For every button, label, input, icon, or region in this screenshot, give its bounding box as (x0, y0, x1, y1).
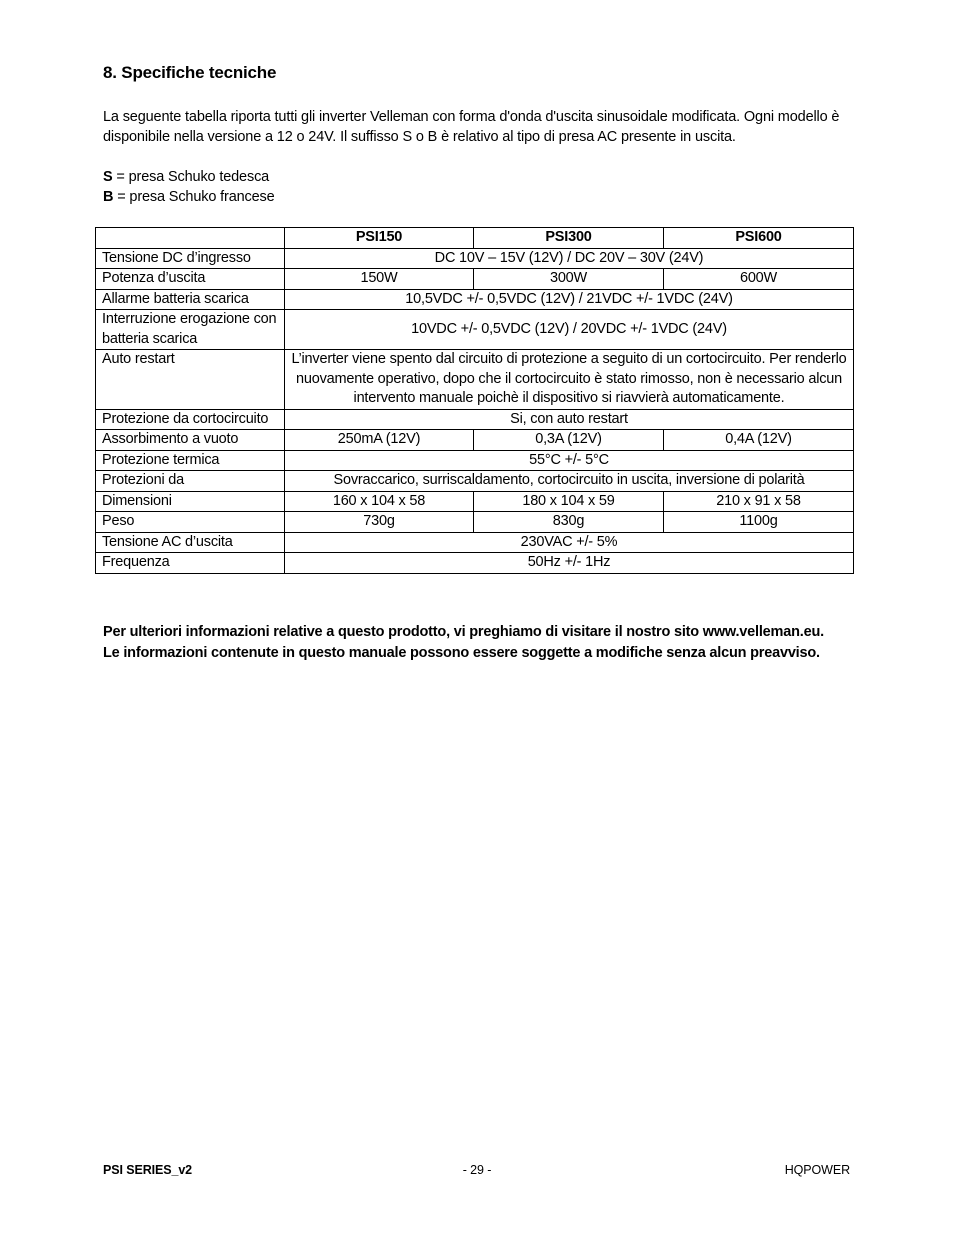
footer-brand: HQPOWER (784, 1163, 850, 1177)
intro-paragraph (103, 107, 863, 147)
legend-item-b (103, 187, 275, 207)
header-cell-psi150: PSI150 (285, 228, 474, 249)
row-label: Dimensioni (96, 491, 285, 512)
header-cell-empty (96, 228, 285, 249)
row-label: Auto restart (96, 350, 285, 410)
row-value: 55°C +/- 5°C (285, 450, 854, 471)
table-row (96, 553, 854, 574)
row-value: 230VAC +/- 5% (285, 532, 854, 553)
row-label: Protezione termica (96, 450, 285, 471)
legend-desc: = presa Schuko francese (113, 189, 275, 205)
row-value: DC 10V – 15V (12V) / DC 20V – 30V (24V) (285, 248, 854, 269)
row-label: Protezione da cortocircuito (96, 409, 285, 430)
row-value: L’inverter viene spento dal circuito di protezione a seguito di un cortocircuito. Per renderlo nuovamente operativo, dopo che il cortocircuito è stato rimosso, non è necessario alcun intervento manuale poichè il dispositivo si riavvierà automaticamente. (285, 350, 854, 410)
footer-document-name: PSI SERIES_v2 (103, 1163, 193, 1177)
table-header-row (96, 228, 854, 249)
table-row (96, 310, 854, 350)
row-value: 10,5VDC +/- 0,5VDC (12V) / 21VDC +/- 1VDC (24V) (285, 289, 854, 310)
row-label: Allarme batteria scarica (96, 289, 285, 310)
row-value: Sovraccarico, surriscaldamento, cortocircuito in uscita, inversione di polarità (285, 471, 854, 492)
table-row (96, 350, 854, 410)
row-value: 180 x 104 x 59 (474, 491, 664, 512)
row-value: 300W (474, 269, 664, 290)
info-note-website: Per ulteriori informazioni relative a questo prodotto, vi preghiamo di visitare il nostro sito www.velleman.eu. (103, 624, 824, 640)
table-row (96, 532, 854, 553)
row-label: Peso (96, 512, 285, 533)
header-cell-psi600: PSI600 (664, 228, 854, 249)
legend-item-s (103, 167, 275, 187)
table-row (96, 471, 854, 492)
row-value: 210 x 91 x 58 (664, 491, 854, 512)
footer-page-number: - 29 - (462, 1163, 492, 1177)
table-row (96, 289, 854, 310)
row-label: Tensione AC d’uscita (96, 532, 285, 553)
table-row (96, 269, 854, 290)
legend-key: S (103, 169, 113, 185)
row-label: Potenza d’uscita (96, 269, 285, 290)
table-row (96, 409, 854, 430)
row-value: 160 x 104 x 58 (285, 491, 474, 512)
table-row (96, 430, 854, 451)
section-title: 8. Specifiche tecniche (103, 63, 277, 82)
table-row (96, 491, 854, 512)
row-value: 600W (664, 269, 854, 290)
row-label: Interruzione erogazione con batteria scarica (96, 310, 285, 350)
row-label: Frequenza (96, 553, 285, 574)
row-value: 10VDC +/- 0,5VDC (12V) / 20VDC +/- 1VDC (24V) (285, 310, 854, 350)
info-note-disclaimer: Le informazioni contenute in questo manuale possono essere soggette a modifiche senza alcun preavviso. (103, 645, 820, 661)
table-row (96, 450, 854, 471)
intro-text: La seguente tabella riporta tutti gli inverter Velleman con forma d'onda d'uscita sinusoidale modificata. Ogni modello è disponibile nella versione a 12 o 24V. Il suffisso S o B è relativo al tipo di presa AC presente in uscita. (103, 109, 840, 145)
row-value: 830g (474, 512, 664, 533)
header-cell-psi300: PSI300 (474, 228, 664, 249)
row-value: 50Hz +/- 1Hz (285, 553, 854, 574)
legend-key: B (103, 189, 114, 205)
row-label: Assorbimento a vuoto (96, 430, 285, 451)
info-notes (103, 622, 883, 664)
row-value: 150W (285, 269, 474, 290)
row-value: 250mA (12V) (285, 430, 474, 451)
table-row (96, 512, 854, 533)
legend-desc: = presa Schuko tedesca (112, 169, 270, 185)
specs-table (95, 227, 854, 574)
table-row (96, 248, 854, 269)
row-value: 1100g (664, 512, 854, 533)
row-value: 0,4A (12V) (664, 430, 854, 451)
row-label: Tensione DC d’ingresso (96, 248, 285, 269)
row-value: 0,3A (12V) (474, 430, 664, 451)
row-value: Si, con auto restart (285, 409, 854, 430)
row-value: 730g (285, 512, 474, 533)
row-label: Protezioni da (96, 471, 285, 492)
socket-legend (103, 167, 275, 207)
